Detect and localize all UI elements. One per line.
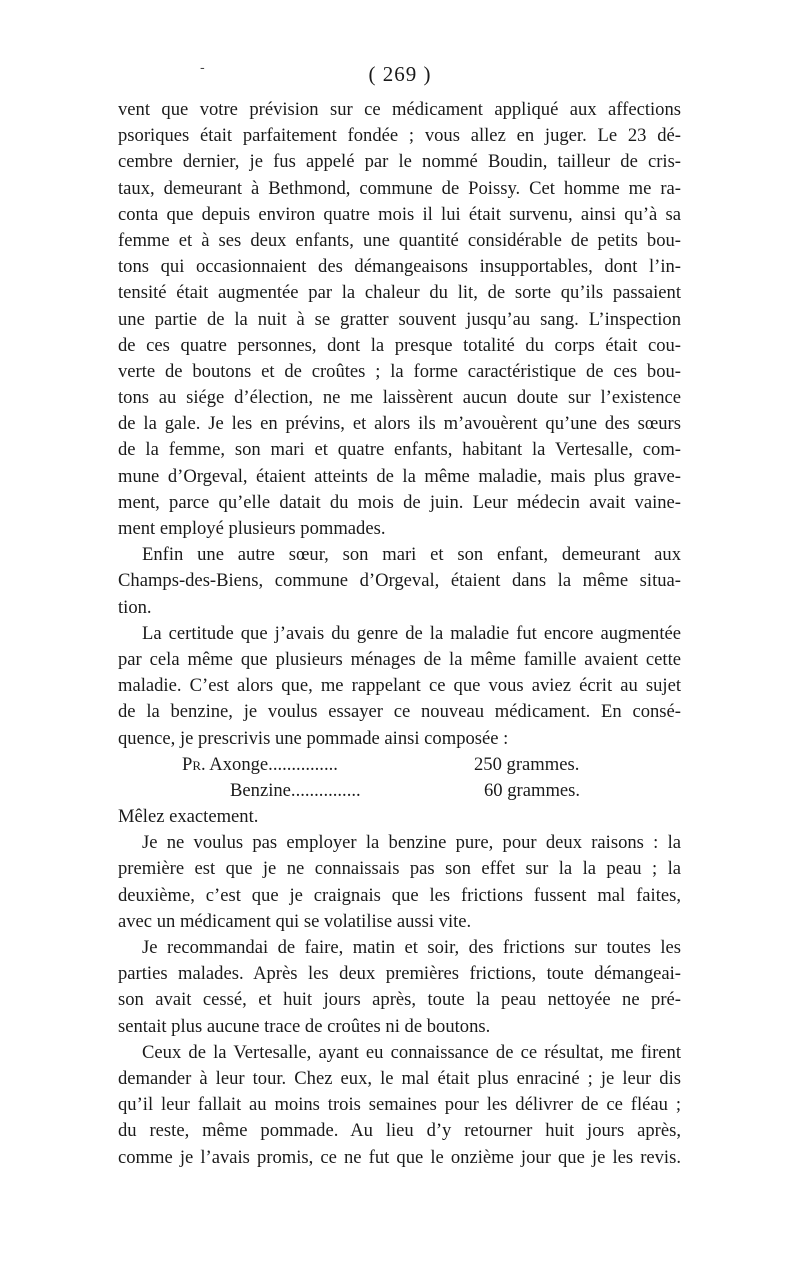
prescription-ingredient (182, 752, 338, 778)
paragraph (118, 935, 681, 1040)
text-line: Champs-des-Biens, commune d’Orgeval, étaient dans la même situa- (118, 570, 681, 592)
text-line: conta que depuis environ quatre mois il lui était survenu, ainsi qu’à sa (118, 203, 681, 225)
text-line: avec un médicament qui se volatilise aussi vite. (118, 910, 472, 932)
text-line: psoriques était parfaitement fondée ; vous allez en juger. Le 23 dé- (118, 125, 681, 147)
text-line: parties malades. Après les deux premières frictions, toute démangeai- (118, 963, 681, 985)
text-line: une partie de la nuit à se gratter souvent jusqu’au sang. L’inspection (118, 308, 681, 330)
body-text (118, 97, 681, 1171)
paragraph (118, 830, 681, 935)
text-line: femme et à ses deux enfants, une quantité considérable de petits bou- (118, 229, 681, 251)
ingredient-name: Benzine............... (230, 779, 361, 801)
page-number: ( 269 ) (368, 62, 432, 86)
text-line: Enfin une autre sœur, son mari et son enfant, demeurant aux (142, 544, 681, 566)
text-line: Ceux de la Vertesalle, ayant eu connaissance de ce résultat, me firent (142, 1041, 681, 1063)
text-line: demander à leur tour. Chez eux, le mal était plus enraciné ; je leur dis (118, 1067, 681, 1089)
prescription-instruction: Mêlez exactement. (118, 806, 259, 828)
paragraph (118, 621, 681, 752)
text-line: de la benzine, je voulus essayer ce nouveau médicament. En consé- (118, 701, 681, 723)
margin-mark: - (200, 60, 205, 76)
text-line: sentait plus aucune trace de croûtes ni de boutons. (118, 1015, 491, 1037)
text-line: quence, je prescrivis une pommade ainsi composée : (118, 727, 509, 749)
text-line: tion. (118, 596, 152, 618)
text-line: deuxième, c’est que je craignais que les frictions fussent mal faites, (118, 884, 681, 906)
paragraph (118, 1040, 681, 1171)
text-line: taux, demeurant à Bethmond, commune de Poissy. Cet homme me ra- (118, 177, 681, 199)
text-line: mune d’Orgeval, étaient atteints de la même maladie, mais plus grave- (118, 465, 681, 487)
text-line: verte de boutons et de croûtes ; la forme caractéristique de ces bou- (118, 360, 681, 382)
text-line: La certitude que j’avais du genre de la maladie fut encore augmentée (142, 622, 681, 644)
prescription-quantity: 250 grammes. (474, 753, 580, 775)
text-line: ment employé plusieurs pommades. (118, 518, 386, 539)
text-line: première est que je ne connaissais pas son effet sur la la peau ; la (118, 858, 681, 880)
text-line: Je recommandai de faire, matin et soir, des frictions sur toutes les (142, 937, 681, 958)
prescription (118, 752, 681, 831)
paragraph (118, 542, 681, 621)
text-line: de la femme, son mari et quatre enfants, habitant la Vertesalle, com- (118, 439, 681, 461)
prescription-line (118, 752, 681, 778)
text-line: du reste, même pommade. Au lieu d’y retourner huit jours après, (118, 1120, 681, 1142)
text-line: Je ne voulus pas employer la benzine pure, pour deux raisons : la (142, 832, 681, 854)
paragraph (118, 97, 681, 542)
text-line: de ces quatre personnes, dont la presque totalité du corps était cou- (118, 334, 681, 356)
prescription-quantity: 60 grammes. (484, 779, 581, 801)
prescription-rx: Pr. (182, 753, 206, 775)
text-line: tons qui occasionnaient des démangeaisons insupportables, dont l’in- (118, 256, 681, 278)
text-line: maladie. C’est alors que, me rappelant ce que vous aviez écrit au sujet (118, 675, 681, 697)
text-line: son avait cessé, et huit jours après, toute la peau nettoyée ne pré- (118, 989, 681, 1011)
prescription-line (118, 778, 681, 804)
text-line: tensité était augmentée par la chaleur du lit, de sorte qu’ils passaient (118, 282, 681, 304)
text-line: par cela même que plusieurs ménages de la même famille avaient cette (118, 648, 681, 670)
ingredient-name: Axonge............... (209, 753, 338, 775)
text-line: de la gale. Je les en prévins, et alors ils m’avouèrent qu’une des sœurs (118, 413, 681, 435)
text-line: comme je l’avais promis, ce ne fut que le onzième jour que je les revis. (118, 1146, 681, 1168)
text-line: tons au siége d’élection, ne me laissèrent aucun doute sur l’existence (118, 387, 681, 409)
text-line: cembre dernier, je fus appelé par le nommé Boudin, tailleur de cris- (118, 151, 681, 173)
text-line: vent que votre prévision sur ce médicament appliqué aux affections (118, 99, 681, 120)
text-line: ment, parce qu’elle datait du mois de juin. Leur médecin avait vaine- (118, 491, 681, 513)
text-line: qu’il leur fallait au moins trois semaines pour les délivrer de ce fléau ; (118, 1094, 681, 1116)
